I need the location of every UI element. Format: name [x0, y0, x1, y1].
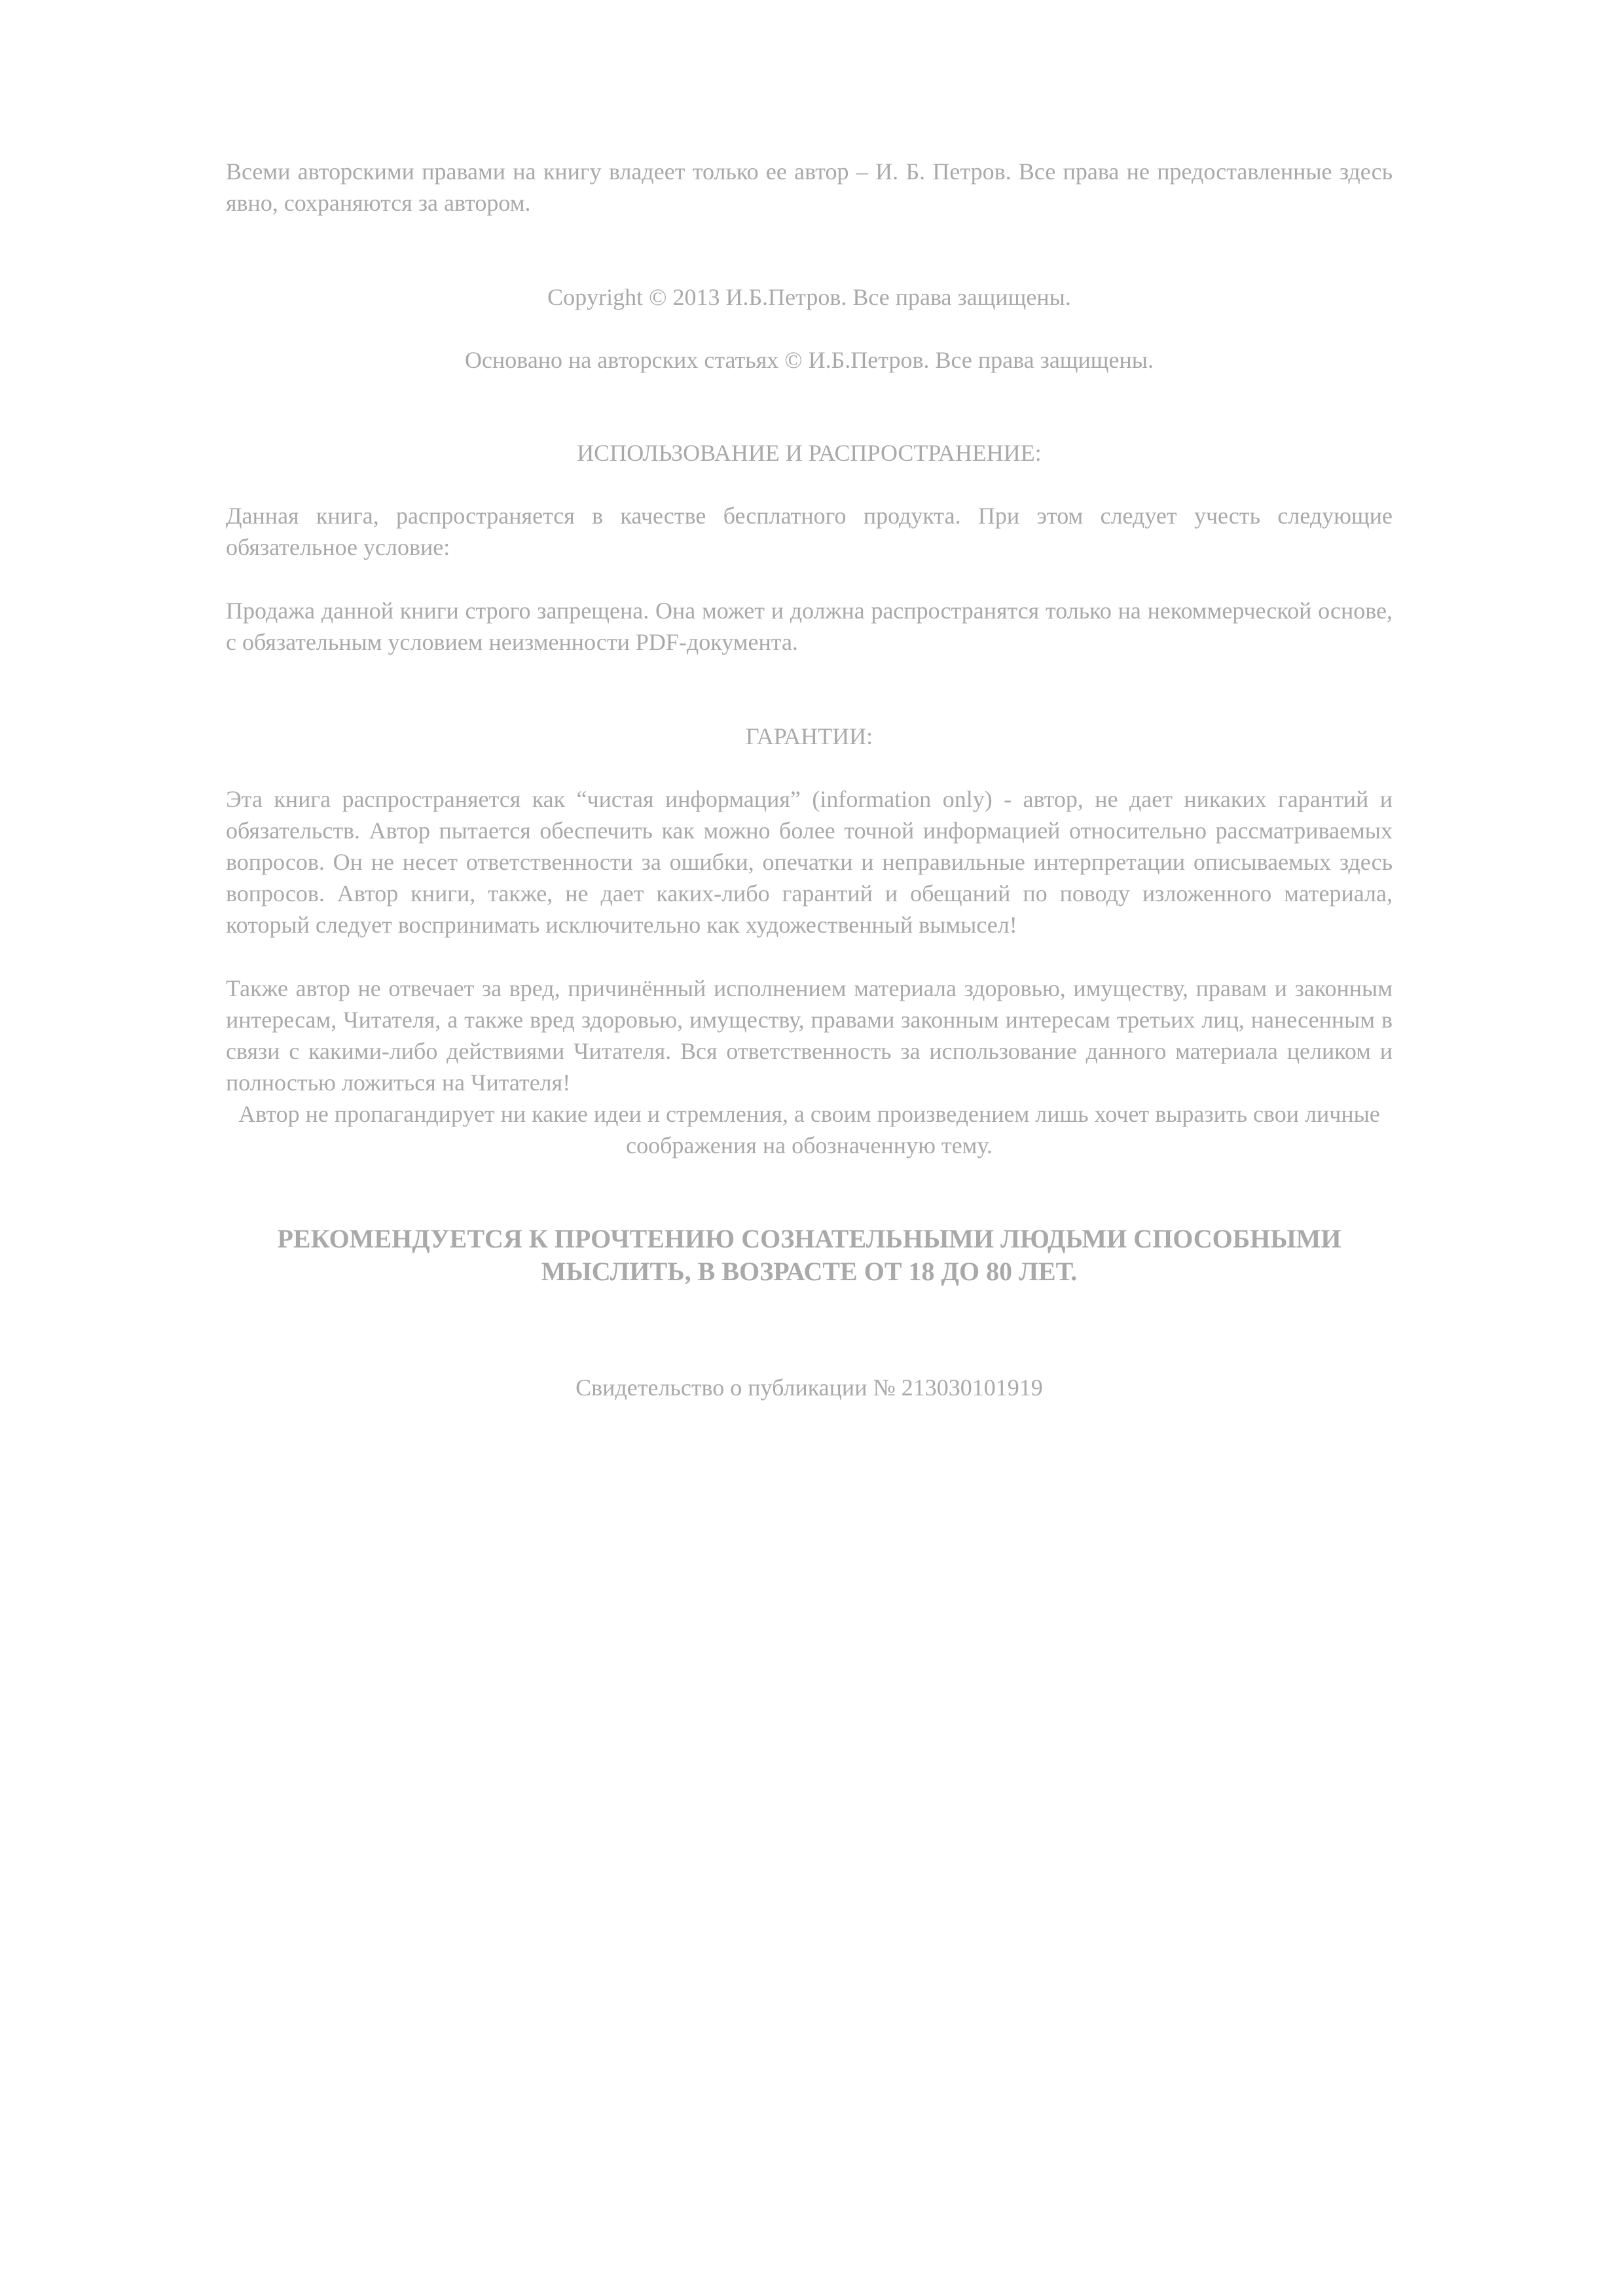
guarantees-paragraph-2: Также автор не отвечает за вред, причинённый исполнением материала здоровью, имуществу, правам и законным интересам, Читателя, а также вред здоровью, имуществу, правами законным интересам третьих лиц, нанесенным в связи с какими-либо действиями Читателя. Вся ответственность за использование данного материала целиком и полностью ложиться на Читателя! — [226, 975, 1393, 1096]
usage-heading: ИСПОЛЬЗОВАНИЕ И РАСПРОСТРАНЕНИЕ: — [577, 440, 1042, 466]
based-on-line: Основано на авторских статьях © И.Б.Петров. Все права защищены. — [465, 347, 1154, 373]
rights-statement: Всеми авторскими правами на книгу владеет только ее автор – И. Б. Петров. Все права не предоставленные здесь явно, сохраняются за автором. — [226, 158, 1393, 216]
usage-paragraph-1: Данная книга, распространяется в качестве бесплатного продукта. При этом следует учесть следующие обязательное условие: — [226, 503, 1393, 560]
guarantees-heading: ГАРАНТИИ: — [745, 723, 873, 749]
publication-certificate: Свидетельство о публикации № 213030101919 — [575, 1374, 1043, 1401]
guarantees-paragraph-1: Эта книга распространяется как “чистая информация” (information only) - автор, не дает никаких гарантий и обязательств. Автор пытается обеспечить как можно более точной информацией относительно рассматриваемых вопросов. Он не несет ответственности за ошибки, опечатки и неправильные интерпретации описываемых здесь вопросов. Автор книги, также, не дает каких-либо гарантий и обещаний по поводу изложенного материала, который следует воспринимать исключительно как художественный вымысел! — [226, 786, 1393, 938]
usage-paragraph-2: Продажа данной книги строго запрещена. Она может и должна распространятся только на некоммерческой основе, с обязательным условием неизменности PDF-документа. — [226, 598, 1393, 655]
age-recommendation: РЕКОМЕНДУЕТСЯ К ПРОЧТЕНИЮ СОЗНАТЕЛЬНЫМИ ЛЮДЬМИ СПОСОБНЫМИ МЫСЛИТЬ, В ВОЗРАСТЕ ОТ 18 ДО 80 ЛЕТ. — [277, 1224, 1341, 1286]
copyright-line: Copyright © 2013 И.Б.Петров. Все права защищены. — [547, 284, 1071, 310]
guarantees-paragraph-2-closing: Автор не пропагандирует ни какие идеи и стремления, а своим произведением лишь хочет выразить свои личные соображения на обозначенную тему. — [238, 1101, 1380, 1158]
page-content — [226, 156, 1393, 1403]
